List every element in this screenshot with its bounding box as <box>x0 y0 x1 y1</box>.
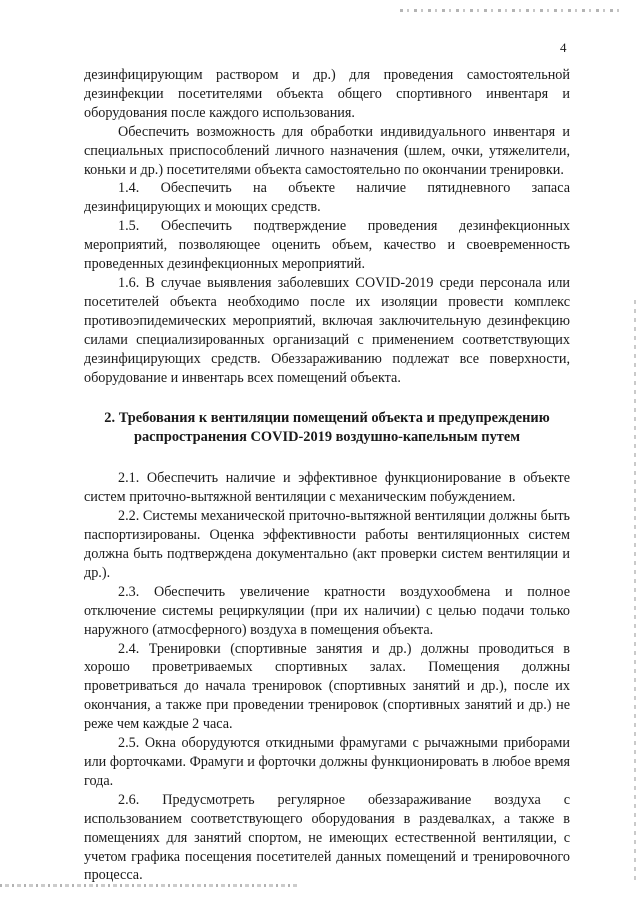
paragraph-2-6: 2.6. Предусмотреть регулярное обеззараживание воздуха с использованием соответствующего оборудования в раздевалках, а также в помещениях для занятий спортом, не имеющих естественной вентиляции, с учетом графика посещения посетителей данных помещений и тренировочного процесса. <box>84 791 570 884</box>
paragraph-2-2: 2.2. Системы механической приточно-вытяжной вентиляции должны быть паспортизированы. Оценка эффективности работы вентиляционных систем должна быть подтверждена документально (акт проверки систем вентиляции и др.). <box>84 508 570 581</box>
paragraph-2-4: 2.4. Тренировки (спортивные занятия и др.) должны проводиться в хорошо проветриваемых спортивных залах. Помещения должны проветриваться до начала тренировок (спортивных занятий и др.), после их окончания, а также при проведении тренировок (спортивных занятий и др.) не реже чем каждые 2 часа. <box>84 640 570 733</box>
paragraph-2-1: 2.1. Обеспечить наличие и эффективное функционирование в объекте систем приточно-вытяжной вентиляции с механическим побуждением. <box>84 470 570 506</box>
paragraph-1-5: 1.5. Обеспечить подтверждение проведения дезинфекционных мероприятий, позволяющее оценить объем, качество и своевременность проведенных дезинфекционных мероприятий. <box>84 218 570 273</box>
page-number: 4 <box>560 40 567 55</box>
scan-artifact-top <box>400 9 620 12</box>
paragraph: Обеспечить возможность для обработки индивидуального инвентаря и специальных приспособлений личного назначения (шлем, очки, утяжелители, коньки и др.) посетителями объекта самостоятельно по окончании тренировки. <box>84 123 570 178</box>
scan-artifact-right <box>634 300 636 880</box>
paragraph: дезинфицирующим раствором и др.) для проведения самостоятельной дезинфекции посетителями объекта общего спортивного инвентаря и оборудования после каждого использования. <box>84 67 570 121</box>
paragraph-1-4: 1.4. Обеспечить на объекте наличие пятидневного запаса дезинфицирующих и моющих средств. <box>84 180 570 216</box>
paragraph-1-6: 1.6. В случае выявления заболевших COVID-2019 среди персонала или посетителей объекта необходимо после их изоляции провести комплекс противоэпидемических мероприятий, включая заключительную дезинфекцию силами специализированных организаций с применением соответствующих дезинфицирующих средств. Обеззараживанию подлежат все поверхности, оборудование и инвентарь всех помещений объекта. <box>84 274 570 386</box>
paragraph-2-5: 2.5. Окна оборудуются откидными фрамугами с рычажными приборами или форточками. Фрамуги и форточки должны функционировать в любое время года. <box>84 735 570 789</box>
section-heading: 2. Требования к вентиляции помещений объекта и предупреждению распространения COVID-2019 воздушно-капельным путем <box>104 410 550 446</box>
paragraph-2-3: 2.3. Обеспечить увеличение кратности воздухообмена и полное отключение системы рециркуляции (при их наличии) с целью подачи только наружного (атмосферного) воздуха в помещения объекта. <box>84 583 570 638</box>
document-body <box>84 66 570 885</box>
